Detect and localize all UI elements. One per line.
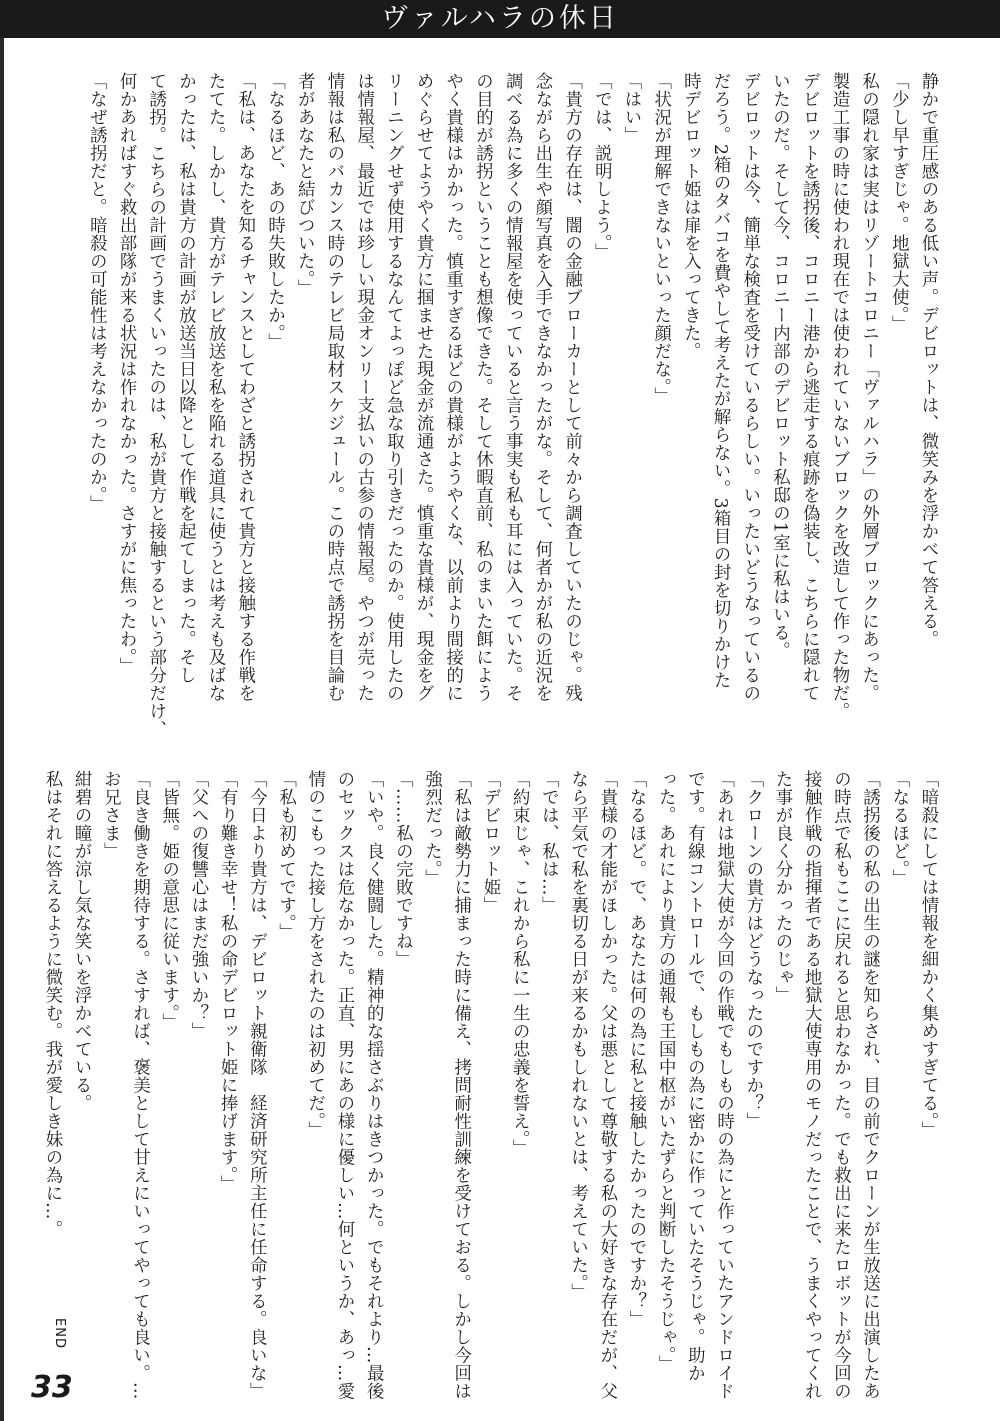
text-line: 「いや。良く健闘した。精神的な揺さぶりはきつかった。でもそれより…最後 [363, 770, 384, 1400]
text-line: お兄さま」 [100, 770, 121, 860]
text-line: 静かで重圧感のある低い声。デビロットは、微笑みを浮かべて答える。 [918, 72, 938, 648]
text-line: 強烈だった。」 [421, 770, 442, 888]
text-line: かったは、私は貴方の計画が放送当日以降として作戦を起てしまった。そし [175, 72, 196, 684]
text-line: 製造工事の時に使われ現在では使われていないブロックを改造して作った物だ。 [828, 72, 849, 720]
text-line: たてた。しかし、貴方がテレビ放送を私を陥れる道具に使うとは考えも及ばな [205, 72, 226, 702]
end-mark: END [52, 1318, 67, 1349]
story-text-upper [81, 72, 942, 738]
text-line: 接触作戦の指揮者である地獄大使専用のモノだったことで、うまくやってくれ [801, 770, 822, 1400]
text-line: 「貴方の存在は、闇の金融ブローカーとして前々から調査していたのじゃ。残 [561, 72, 582, 702]
text-line: 「なるほど。で、あなたは何の為に私と接触したかったのですか？」 [625, 770, 646, 1328]
text-line: 「では、説明しよう。」 [591, 72, 612, 262]
page-edge-border [0, 0, 4, 1421]
text-line: やく貴様はかかった。慎重すぎるほどの貴様がようやくな、以前より間接的に [442, 72, 463, 702]
text-line: 情のこもった接し方をされたのは初めてだ。」 [304, 770, 325, 1140]
text-line: 「貴様の才能がほしかった。父は悪として尊敬する私の大好きな存在だが、父 [596, 770, 617, 1400]
text-line: 「誘拐後の私の出生の謎を知らされ、目の前でクローンが生放送に出演したあ [859, 770, 880, 1400]
text-line: 「デビロット姫」 [479, 770, 500, 914]
text-line: は情報屋、最近では珍しい現金オンリー支払いの古参の情報屋。やつが売った [353, 72, 374, 702]
text-line: 紺碧の瞳が涼し気な笑いを浮かべている。 [71, 770, 92, 1112]
title-bar [0, 0, 1000, 38]
text-line: 「暗殺にしては情報を細かく集めすぎてる。」 [918, 770, 938, 1140]
text-line: 調べる為に多くの情報屋を使っていると言う事実も私も耳には入っていた。そ [502, 72, 523, 702]
text-line: 「今日より貴方は、デビロット親衛隊 経済研究所主任に任命する。良いな」 [246, 770, 267, 1400]
text-line: 「……私の完敗ですね」 [392, 770, 413, 968]
text-line: デビロットは今、簡単な検査を受けているらしい。いったいどうなっているの [739, 72, 760, 702]
text-line: 「では、私は…」 [538, 770, 559, 914]
text-line: 「状況が理解できないといった顔だな。」 [650, 72, 671, 406]
text-line: 「私は敵勢力に捕まった時に備え、拷問耐性訓練を受けておる。しかし今回は [450, 770, 471, 1400]
text-line: 「少し早すぎじゃ。地獄大使。」 [888, 72, 909, 334]
text-line: の目的が誘拐ということも想像できた。そして休暇直前、私のまいた餌によう [472, 72, 493, 702]
text-line: 「有り難き幸せ！私の命デビロット姫に捧げます。」 [217, 770, 238, 1194]
text-line: だろう。2箱のタバコを費やして考えたが解らない。3箱目の封を切りかけた [710, 72, 731, 690]
page-title: ヴァルハラの休日 [381, 3, 619, 34]
text-line: 「なぜ誘拐だと。暗殺の可能性は考えなかったのか。」 [86, 72, 107, 514]
text-line: 私はそれに答えるように微笑む。我が愛しき妹の為に…。 [41, 770, 62, 1238]
text-line: リーニングせず使用するなんてよっぽど急な取り引きだったのか。使用したの [383, 72, 404, 702]
text-line: 情報は私のバカンス時のテレビ局取材スケジュール。この時点で誘拐を目論む [323, 72, 344, 702]
text-line: 時デビロット姫は扉を入ってきた。 [680, 72, 701, 360]
text-line: 「父への復讐心はまだ強いか？」 [187, 770, 208, 1040]
text-line: 「約束じゃ、これから私に一生の忠義を誓え。」 [509, 770, 530, 1158]
text-line: 「クローンの貴方はどうなったのですか？」 [742, 770, 763, 1130]
text-line: 「はい」 [620, 72, 641, 144]
text-line: 私の隠れ家は実はリゾートコロニー「ヴァルハラ」の外層ブロックにあった。 [858, 72, 879, 702]
text-line: 「良き働きを期待する。さすれば、褒美として甘えにいってやっても良い。… [129, 770, 150, 1400]
text-line: 「なるほど。」 [888, 770, 909, 888]
text-line: の時点で私もここに戻れると思わなかった。でも救出に来たロボットが今回の [830, 770, 851, 1400]
text-line: 何かあればすぐ救出部隊が来る状況は作れなかった。さすがに焦ったわ。」 [116, 72, 137, 676]
text-line: 「私も初めてです。」 [275, 770, 296, 942]
text-line: った。あれにより貴方の通報も王国中枢がいたずらと判断したそうじゃ。」 [655, 770, 676, 1374]
text-line: 者があなたと結びついた。」 [294, 72, 315, 298]
text-line: 「皆無。姫の意思に従います。」 [158, 770, 179, 1032]
text-line: た事が良く分かったのじゃ」 [771, 770, 792, 1004]
text-line: です。有線コントロールで、もしもの為に密かに作っていたそうじゃ。助か [684, 770, 705, 1382]
text-line: デビロットを誘拐後、コロニー港から逃走する痕跡を偽装し、こちらに隠れて [799, 72, 820, 702]
text-line: 「あれは地獄大使が今回の作戦でもしもの時の為にと作っていたアンドロイド [713, 770, 734, 1400]
text-line: 念ながら出生や顔写真を入手できなかったがな。そして、何者かが私の近況を [531, 72, 552, 702]
text-line: て誘拐。こちらの計画でうまくいったのは、私が貴方と接触するという部分だけ、 [145, 72, 166, 738]
page-number: 33 [31, 1370, 73, 1405]
text-line: めぐらせてようやく貴方に掴ませた現金が流通さた。慎重な貴様が、現金をグ [413, 72, 434, 702]
text-line: 「私は、あなたを知るチャンスとしてわざと誘拐されて貴方と接触する作戦を [234, 72, 255, 702]
text-line: いたのだ。そして今、コロニー内部のデビロット私邸の1室に私はいる。 [769, 72, 790, 660]
text-line: なら平気で私を裏切る日が来るかもしれないとは、考えていた。」 [567, 770, 588, 1302]
text-line: 「なるほど、あの時失敗したか。」 [264, 72, 285, 352]
text-line: のセックスは危なかった。正直、男にあの様に優しい…何というか、あっ…愛 [333, 770, 354, 1400]
